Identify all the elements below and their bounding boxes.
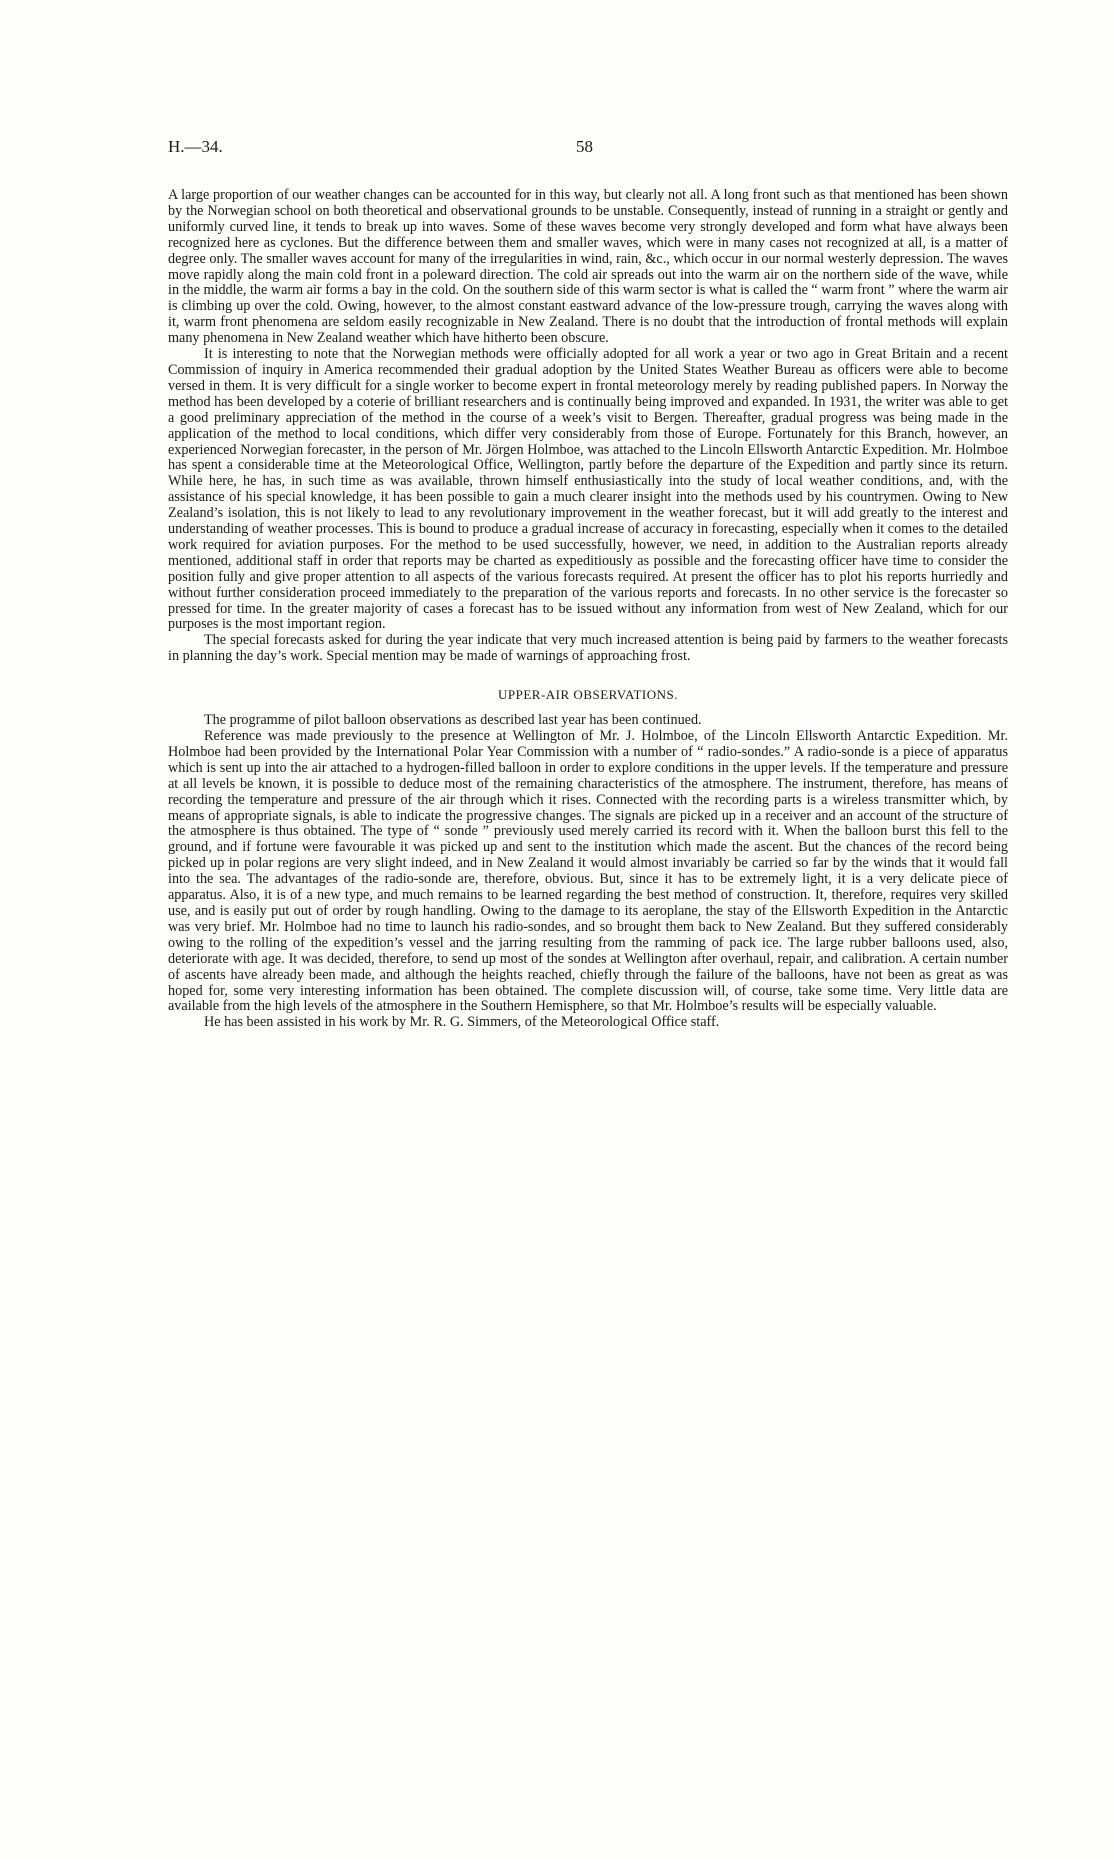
page-header	[168, 137, 1008, 161]
page-number: 58	[576, 137, 593, 156]
paragraph-special-forecasts: The special forecasts asked for during the year indicate that very much increased attention is being paid by farmers to the weather forecasts in planning the day’s work. Special mention may be made of warnings of approaching frost.	[168, 632, 1008, 665]
paragraph-frontal-waves: A large proportion of our weather changes can be accounted for in this way, but clearly not all. A long front such as that mentioned has been shown by the Norwegian school on both theoretical and observational grounds to be unstable. Consequently, instead of running in a straight or gently and uniformly curved line, it tends to break up into waves. Some of these waves become very strongly developed and form what have always been recognized here as cyclones. But the difference between them and smaller waves, which were in many cases not recognized at all, is a matter of degree only. The smaller waves account for many of the irregularities in wind, rain, &c., which occur in our normal westerly depression. The waves move rapidly along the main cold front in a poleward direction. The cold air spreads out into the warm air on the northern side of the wave, while in the middle, the warm air forms a bay in the cold. On the southern side of this warm sector is what is called the “ warm front ” where the warm air is climbing up over the cold. Owing, however, to the almost constant eastward advance of the low-pressure trough, carrying the waves along with it, warm front phenomena are seldom easily recognizable in New Zealand. There is no doubt that the introduction of frontal methods will explain many phenomena in New Zealand weather which have hitherto been obscure.	[168, 187, 1008, 347]
section-heading-upper-air: UPPER-AIR OBSERVATIONS.	[498, 687, 678, 703]
document-reference: H.—34.	[168, 137, 223, 156]
paragraph-pilot-balloon: The programme of pilot balloon observations as described last year has been continued.	[204, 712, 702, 729]
paragraph-radio-sondes: Reference was made previously to the presence at Wellington of Mr. J. Holmboe, of the Lincoln Ellsworth Antarctic Expedition. Mr. Holmboe had been provided by the International Polar Year Commission with a number of “ radio-sondes.” A radio-sonde is a piece of apparatus which is sent up into the air attached to a hydrogen-filled balloon in order to explore conditions in the upper levels. If the temperature and pressure at all levels be known, it is possible to deduce most of the remaining characteristics of the atmosphere. The instrument, therefore, has means of recording the temperature and pressure of the air through which it rises. Connected with the recording parts is a wireless transmitter which, by means of appropriate signals, is able to indicate the progressive changes. The signals are picked up in a receiver and an account of the structure of the atmosphere is thus obtained. The type of “ sonde ” previously used merely carried its record with it. When the balloon burst this fell to the ground, and if fortune were favourable it was picked up and sent to the institution which made the ascent. But the chances of the record being picked up in polar regions are very slight indeed, and in New Zealand it would almost invariably be carried so far by the winds that it would fall into the sea. The advantages of the radio-sonde are, therefore, obvious. But, since it has to be extremely light, it is a very delicate piece of apparatus. Also, it is of a new type, and much remains to be learned regarding the best method of construction. It, therefore, requires very skilled use, and is easily put out of order by rough handling. Owing to the damage to its aeroplane, the stay of the Ellsworth Expedition in the Antarctic was very brief. Mr. Holmboe had no time to launch his radio-sondes, and so brought them back to New Zealand. But they suffered considerably owing to the rolling of the expedition’s vessel and the jarring resulting from the ramming of pack ice. The large rubber balloons used, also, deteriorate with age. It was decided, therefore, to send up most of the sondes at Wellington after overhaul, repair, and calibration. A certain number of ascents have already been made, and although the heights reached, chiefly through the failure of the balloons, have not been as great as was hoped for, some very interesting information has been obtained. The complete discussion will, of course, take some time. Very little data are available from the high levels of the atmosphere in the Southern Hemisphere, so that Mr. Holmboe’s results will be especially valuable.	[168, 728, 1008, 1015]
body-text	[168, 188, 1008, 1031]
paragraph-norwegian-methods: It is interesting to note that the Norwegian methods were officially adopted for all work a year or two ago in Great Britain and a recent Commission of inquiry in America recommended their gradual adoption by the United States Weather Bureau as officers were able to become versed in them. It is very difficult for a single worker to become expert in frontal meteorology merely by reading published papers. In Norway the method has been developed by a coterie of brilliant researchers and is continually being improved and expanded. In 1931, the writer was able to get a good preliminary appreciation of the method in the course of a week’s visit to Bergen. Thereafter, gradual progress was being made in the application of the method to local conditions, which differ very considerably from those of Europe. Fortunately for this Branch, however, an experienced Norwegian forecaster, in the person of Mr. Jörgen Holmboe, was attached to the Lincoln Ellsworth Antarctic Expedition. Mr. Holmboe has spent a considerable time at the Meteorological Office, Wellington, partly before the departure of the Expedition and partly since its return. While here, he has, in such time as was available, thrown himself enthusiastically into the study of local weather conditions, and, with the assistance of his special knowledge, it has been possible to gain a much clearer insight into the methods used by his countrymen. Owing to New Zealand’s isolation, this is not likely to lead to any revolutionary improvement in the weather forecast, but it will add greatly to the interest and understanding of weather processes. This is bound to produce a gradual increase of accuracy in forecasting, especially when it comes to the detailed work required for aviation purposes. For the method to be used successfully, however, we need, in addition to the Australian reports already mentioned, additional staff in order that reports may be charted as expeditiously as possible and the forecasting officer have time to consider the position fully and give proper attention to all aspects of the various forecasts required. At present the officer has to plot his reports hurriedly and without further consideration proceed immediately to the preparation of the various reports and forecasts. In no other service is the forecaster so pressed for time. In the greater majority of cases a forecast has to be issued without any information from west of New Zealand, which for our purposes is the most important region.	[168, 346, 1008, 633]
paragraph-assistance: He has been assisted in his work by Mr. R. G. Simmers, of the Meteorological Office staff.	[204, 1014, 720, 1031]
